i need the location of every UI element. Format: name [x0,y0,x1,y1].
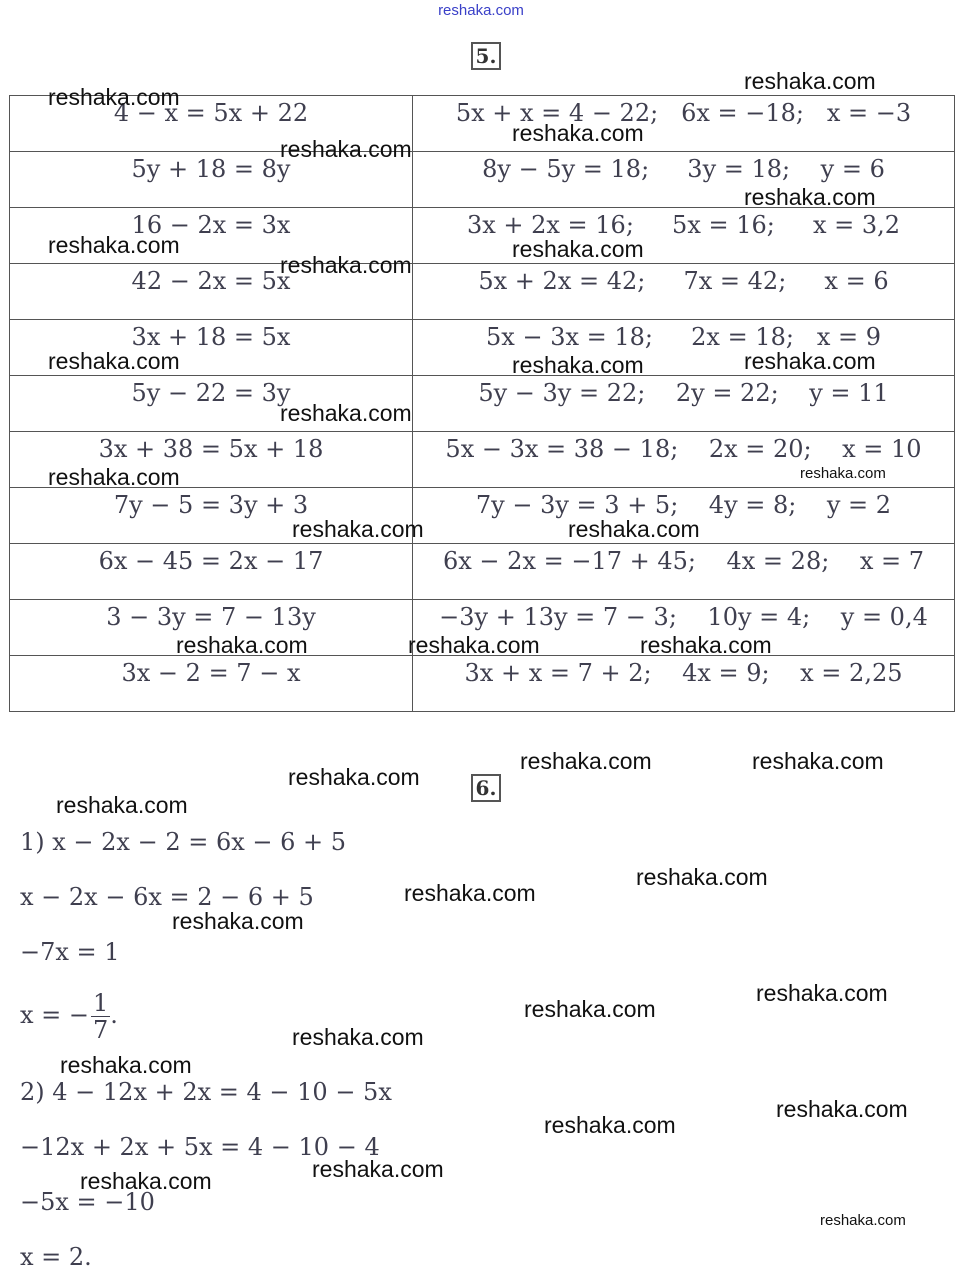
part1-line4 [20,990,118,1043]
equation-cell: 42 − 2x = 5x [10,264,413,320]
fraction-one-seventh [91,990,110,1043]
watermark: reshaka.com [636,864,768,890]
watermark: reshaka.com [544,1112,676,1138]
task-6-number: 6. [471,774,501,802]
watermark: reshaka.com [756,980,888,1006]
part2-line1: 2) 4 − 12x + 2x = 4 − 10 − 5x [20,1078,392,1106]
solution-cell: 5x − 3x = 38 − 18; 2x = 20; x = 10 [413,432,955,488]
watermark: reshaka.com [776,1096,908,1122]
watermark: reshaka.com [752,748,884,774]
watermark: reshaka.com [524,996,656,1022]
table-row [10,544,955,600]
watermark: reshaka.com [744,184,876,210]
watermark: reshaka.com [312,1156,444,1182]
equation-cell: 3x + 18 = 5x [10,320,413,376]
solution-cell: 7y − 3y = 3 + 5; 4y = 8; y = 2 [413,488,955,544]
equation-cell: 4 − x = 5x + 22 [10,96,413,152]
part1-answer-suffix: . [110,1001,118,1029]
site-header-link[interactable]: reshaka.com [438,2,524,19]
watermark: reshaka.com [48,464,180,490]
watermark: reshaka.com [292,1024,424,1050]
solution-cell: 3x + 2x = 16; 5x = 16; x = 3,2 [413,208,955,264]
watermark: reshaka.com [292,516,424,542]
watermark: reshaka.com [568,516,700,542]
watermark: reshaka.com [172,908,304,934]
solution-cell: 8y − 5y = 18; 3y = 18; y = 6 [413,152,955,208]
equation-cell: 3x + 38 = 5x + 18 [10,432,413,488]
part1-line2: x − 2x − 6x = 2 − 6 + 5 [20,883,314,911]
part2-line3: −5x = −10 [20,1188,155,1216]
watermark: reshaka.com [800,465,886,482]
watermark: reshaka.com [176,632,308,658]
watermark: reshaka.com [744,68,876,94]
watermark: reshaka.com [512,352,644,378]
watermark: reshaka.com [512,236,644,262]
equation-cell: 5y + 18 = 8y [10,152,413,208]
equation-cell: 3 − 3y = 7 − 13y [10,600,413,656]
watermark: reshaka.com [80,1168,212,1194]
watermark: reshaka.com [48,84,180,110]
watermark: reshaka.com [640,632,772,658]
watermark: reshaka.com [520,748,652,774]
part1-line3: −7x = 1 [20,938,120,966]
watermark: reshaka.com [280,252,412,278]
solution-cell: 3x + x = 7 + 2; 4x = 9; x = 2,25 [413,656,955,712]
table-row [10,488,955,544]
watermark: reshaka.com [820,1212,906,1229]
part2-line4: x = 2. [20,1243,92,1271]
watermark: reshaka.com [56,792,188,818]
watermark: reshaka.com [404,880,536,906]
solution-cell: 5x − 3x = 18; 2x = 18; x = 9 [413,320,955,376]
watermark: reshaka.com [48,348,180,374]
fraction-numerator: 1 [93,989,109,1017]
equation-cell: 3x − 2 = 7 − x [10,656,413,712]
equation-cell: 5y − 22 = 3y [10,376,413,432]
watermark: reshaka.com [288,764,420,790]
watermark: reshaka.com [48,232,180,258]
fraction-denominator: 7 [93,1016,109,1044]
equation-cell: 16 − 2x = 3x [10,208,413,264]
watermark: reshaka.com [60,1052,192,1078]
watermark: reshaka.com [512,120,644,146]
solution-cell: 5x + x = 4 − 22; 6x = −18; x = −3 [413,96,955,152]
equation-cell: 7y − 5 = 3y + 3 [10,488,413,544]
watermark: reshaka.com [280,400,412,426]
table-row [10,376,955,432]
solution-cell: −3y + 13y = 7 − 3; 10y = 4; y = 0,4 [413,600,955,656]
part1-line1: 1) x − 2x − 2 = 6x − 6 + 5 [20,828,347,856]
table-row [10,264,955,320]
solution-cell: 5x + 2x = 42; 7x = 42; x = 6 [413,264,955,320]
watermark: reshaka.com [744,348,876,374]
solution-cell: 5y − 3y = 22; 2y = 22; y = 11 [413,376,955,432]
equation-cell: 6x − 45 = 2x − 17 [10,544,413,600]
watermark: reshaka.com [280,136,412,162]
task-5-number: 5. [471,42,501,70]
part1-answer-prefix: x = − [20,1001,90,1029]
table-row [10,656,955,712]
watermark: reshaka.com [408,632,540,658]
solution-cell: 6x − 2x = −17 + 45; 4x = 28; x = 7 [413,544,955,600]
part2-line2: −12x + 2x + 5x = 4 − 10 − 4 [20,1133,380,1161]
